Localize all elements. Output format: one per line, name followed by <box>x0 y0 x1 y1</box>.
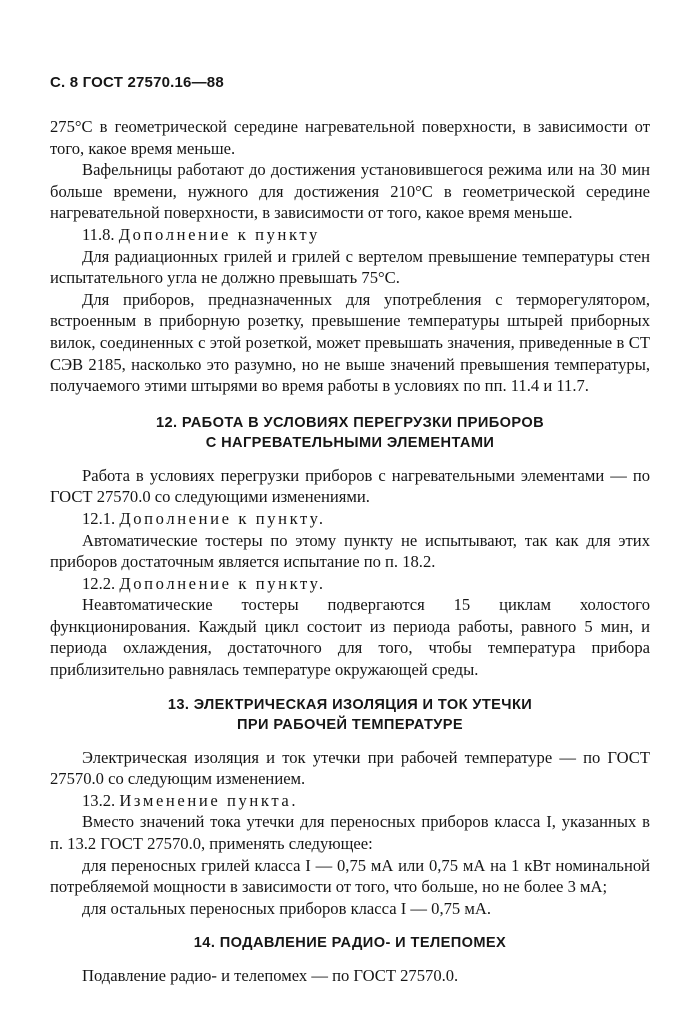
clause-number: 12.2. <box>82 573 116 593</box>
section-title-line: 12. РАБОТА В УСЛОВИЯХ ПЕРЕГРУЗКИ ПРИБОРОВ <box>155 414 545 431</box>
section-title <box>50 413 650 453</box>
clause-heading-12-1 <box>50 508 650 530</box>
paragraph: Вместо значений тока утечки для переносных приборов класса I, указанных в п. 13.2 ГОСТ 27570.0, применять следующее: <box>50 812 650 854</box>
clause-label: Дополнение к пункту <box>118 224 320 244</box>
paragraph: Вафельницы работают до достижения установившегося режима или на 30 мин больше времени, нужного для достижения 210°С в геометрической середине нагревательной поверхности, в зависимости от того, какое время меньше. <box>50 160 650 223</box>
clause-heading-13-2 <box>50 790 650 812</box>
paragraph: 275°С в геометрической середине нагревательной поверхности, в зависимости от того, какое время меньше. <box>50 117 650 158</box>
clause-label: Изменение пункта. <box>119 790 299 810</box>
section-title-line: 13. ЭЛЕКТРИЧЕСКАЯ ИЗОЛЯЦИЯ И ТОК УТЕЧКИ <box>167 696 533 713</box>
section-14 <box>50 933 650 987</box>
paragraph: Работа в условиях перегрузки приборов с нагревательными элементами — по ГОСТ 27570.0 со следующими изменениями. <box>50 465 650 507</box>
clause-heading-12-2 <box>50 573 650 595</box>
paragraph: Подавление радио- и телепомех — по ГОСТ 27570.0. <box>82 966 459 986</box>
paragraph: Для приборов, предназначенных для употребления с терморегулятором, встроенным в приборную розетку, превышение температуры штырей приборных вилок, соединенных с этой розеткой, может превышать значения, приведенные в СТ СЭВ 2185, насколько это разумно, но не выше значений превышения температуры, получаемого этими штырями во время работы в условиях по пп. 11.4 и 11.7. <box>50 289 650 396</box>
page-header: С. 8 ГОСТ 27570.16—88 <box>50 74 224 91</box>
clause-heading-11-8 <box>50 224 650 246</box>
paragraph: Неавтоматические тостеры подвергаются 15 циклам холостого функционирования. Каждый цикл состоит из периода работы, равного 5 мин, и периода охлаждения, достаточного для того, чтобы температура прибора приблизительно равнялась температуре окружающей среды. <box>50 595 650 680</box>
clause-number: 11.8. <box>82 224 115 244</box>
section-title-line: 14. ПОДАВЛЕНИЕ РАДИО- И ТЕЛЕПОМЕХ <box>193 935 507 952</box>
clause-label: Дополнение к пункту. <box>119 508 326 528</box>
paragraph: Электрическая изоляция и ток утечки при рабочей температуре — по ГОСТ 27570.0 со следующим изменением. <box>50 747 650 789</box>
paragraph: Автоматические тостеры по этому пункту не испытывают, так как для этих приборов достаточным является испытание по п. 18.2. <box>50 530 650 572</box>
section-title-line: С НАГРЕВАТЕЛЬНЫМИ ЭЛЕМЕНТАМИ <box>205 434 495 451</box>
clause-label: Дополнение к пункту. <box>119 573 326 593</box>
section-title <box>50 933 650 953</box>
section-13 <box>50 695 650 920</box>
clause-number: 13.2. <box>82 790 116 810</box>
section-title-line: ПРИ РАБОЧЕЙ ТЕМПЕРАТУРЕ <box>236 716 464 733</box>
section-title <box>50 695 650 735</box>
section-11-continuation <box>50 116 650 397</box>
document-body <box>50 116 650 987</box>
paragraph: Для радиационных грилей и грилей с вертелом превышение температуры стен испытательного угла не должно превышать 75°С. <box>50 246 650 288</box>
clause-number: 12.1. <box>82 508 116 528</box>
section-12 <box>50 413 650 681</box>
paragraph: для переносных грилей класса I — 0,75 мА или 0,75 мА на 1 кВт номинальной потребляемой мощности в зависимости от того, что больше, но не более 3 мА; <box>50 855 650 897</box>
paragraph: для остальных переносных приборов класса I — 0,75 мА. <box>82 898 491 918</box>
